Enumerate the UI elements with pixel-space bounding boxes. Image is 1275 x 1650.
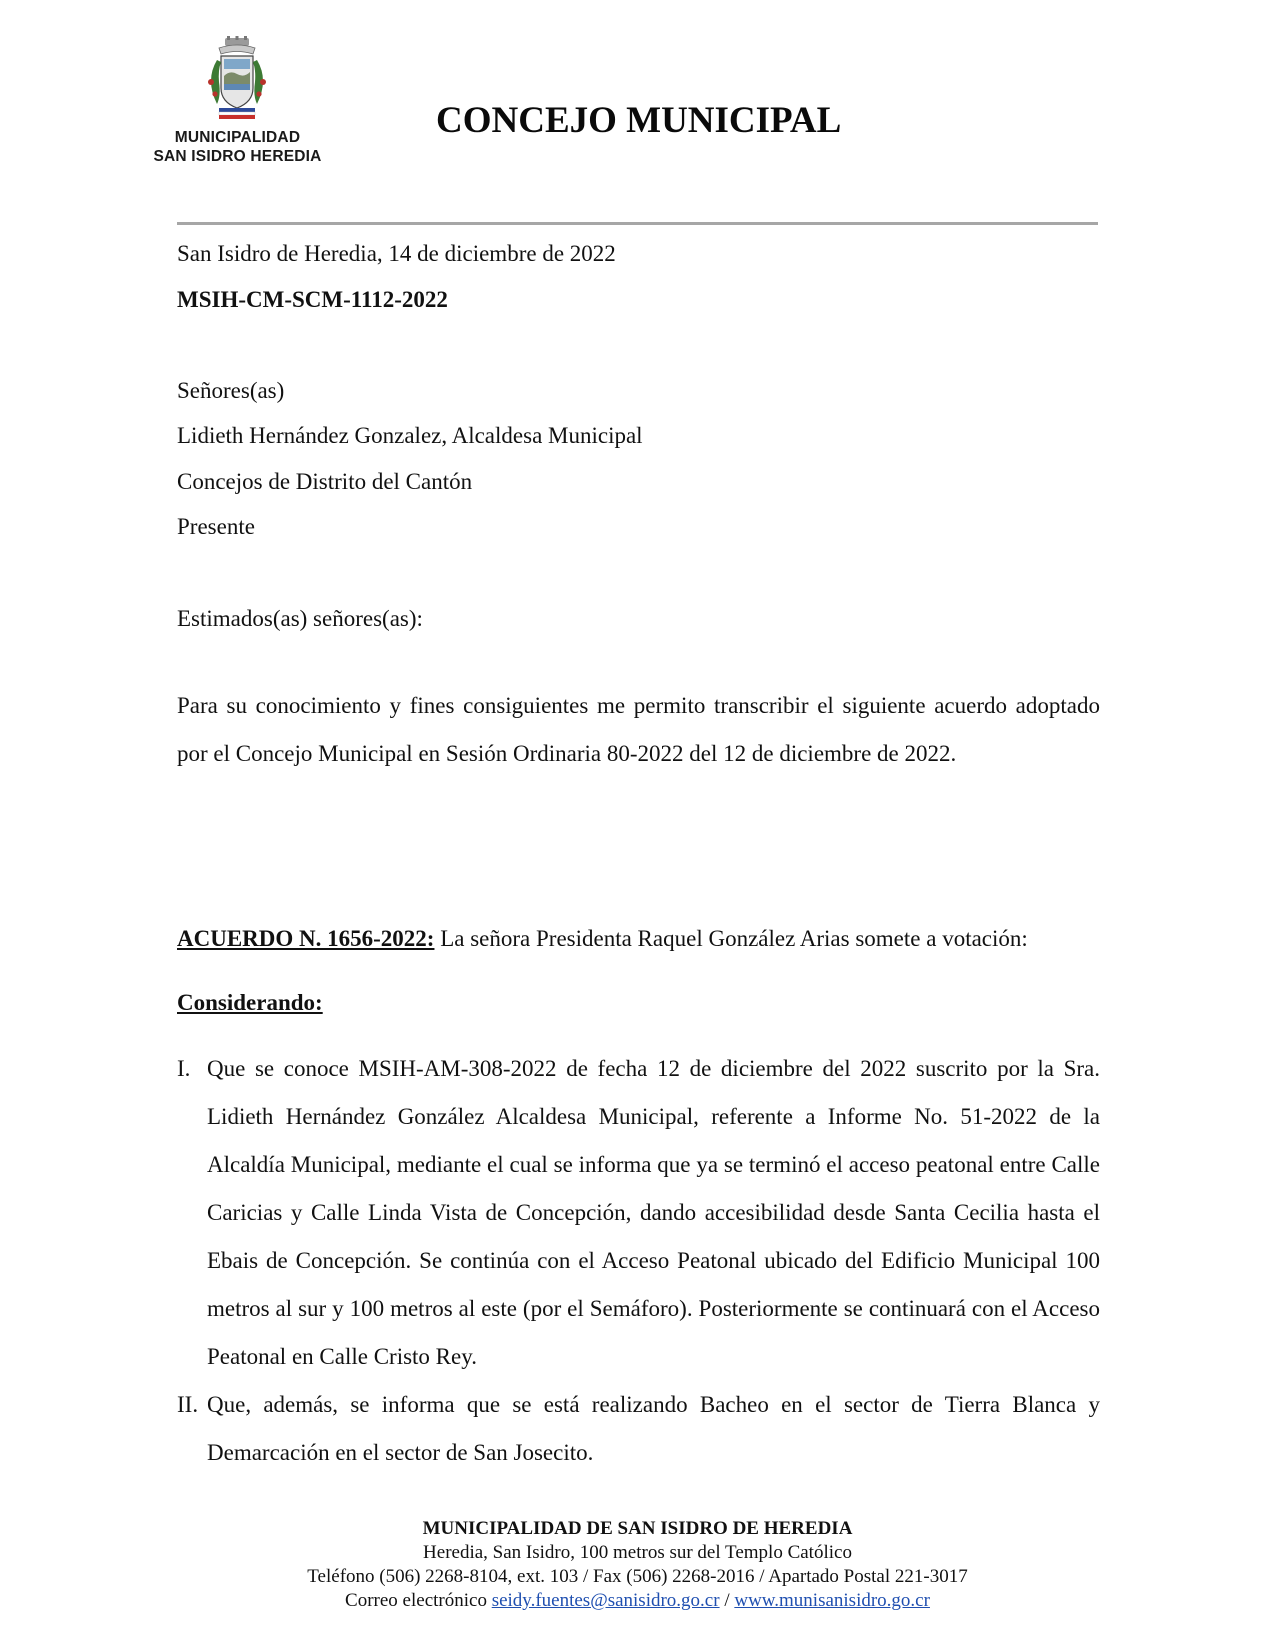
recipient-line: Señores(as): [177, 378, 285, 403]
recipient-line: Lidieth Hernández Gonzalez, Alcaldesa Municipal: [177, 423, 643, 448]
consideration-text: Que se conoce MSIH-AM-308-2022 de fecha 12 de diciembre del 2022 suscrito por la Sra. Lidieth Hernández González Alcaldesa Municipal, referente a Informe No. 51-2022 de la Alcaldía Municipal, mediante el cual se informa que ya se terminó el acceso peatonal entre Calle Caricias y Calle Linda Vista de Concepción, dando accesibilidad desde Santa Cecilia hasta el Ebais de Concepción. Se continúa con el Acceso Peatonal ubicado del Edificio Municipal 100 metros al sur y 100 metros al este (por el Semáforo). Posteriormente se continuará con el Acceso Peatonal en Calle Cristo Rey.: [207, 1056, 1100, 1369]
logo-line-1: MUNICIPALIDAD: [174, 129, 301, 146]
consideration-numeral: I.: [177, 1056, 191, 1081]
header-divider: [177, 222, 1098, 225]
agreement-text: La señora Presidenta Raquel González Arias somete a votación:: [434, 926, 1028, 951]
page-title: CONCEJO MUNICIPAL: [436, 100, 842, 141]
consideration-item: [177, 1381, 1100, 1477]
page-footer: [0, 1517, 1275, 1613]
intro-paragraph: Para su conocimiento y fines consiguientes me permito transcribir el siguiente acuerdo adoptado por el Concejo Municipal en Sesión Ordinaria 80-2022 del 12 de diciembre de 2022.: [177, 693, 1100, 766]
agreement-label: ACUERDO N. 1656-2022:: [177, 926, 435, 951]
footer-phones: Teléfono (506) 2268-8104, ext. 103 / Fax (506) 2268-2016 / Apartado Postal 221-3017: [307, 1566, 968, 1587]
logo-wordmark: [125, 128, 350, 166]
email-link[interactable]: seidy.fuentes@sanisidro.go.cr: [491, 1590, 720, 1611]
consideration-text: Que, además, se informa que se está realizando Bacheo en el sector de Tierra Blanca y Demarcación en el sector de San Josecito.: [207, 1392, 1100, 1465]
footer-title: MUNICIPALIDAD DE SAN ISIDRO DE HEREDIA: [422, 1518, 853, 1539]
letterhead: [0, 0, 1275, 200]
footer-address: Heredia, San Isidro, 100 metros sur del Templo Católico: [423, 1542, 852, 1563]
logo-line-2: SAN ISIDRO HEREDIA: [153, 148, 322, 165]
salutation: Estimados(as) señores(as):: [177, 606, 423, 631]
consideration-numeral: II.: [177, 1392, 199, 1417]
reference-number: MSIH-CM-SCM-1112-2022: [177, 287, 448, 312]
letter-date: San Isidro de Heredia, 14 de diciembre de 2022: [177, 241, 616, 266]
footer-contact: [0, 1589, 1275, 1613]
website-link[interactable]: www.munisanisidro.go.cr: [734, 1590, 930, 1611]
consideration-item: [177, 1045, 1100, 1381]
agreement-line: [177, 925, 1028, 953]
municipality-logo: [125, 36, 350, 176]
coat-of-arms-icon: [197, 36, 277, 126]
email-label: Correo electrónico: [345, 1590, 492, 1611]
recipient-line: Concejos de Distrito del Cantón: [177, 469, 473, 494]
link-separator: /: [719, 1590, 735, 1611]
considering-heading: Considerando:: [177, 990, 323, 1015]
recipient-line: Presente: [177, 514, 255, 539]
